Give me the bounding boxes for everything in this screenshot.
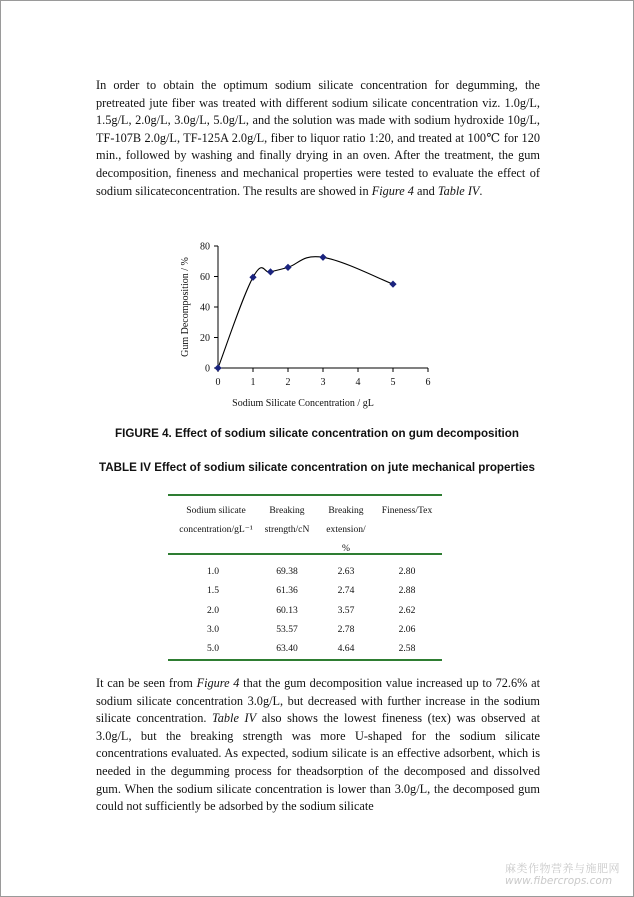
mechanical-properties-table <box>168 494 442 661</box>
cell-concentration: 2.0 <box>207 605 219 616</box>
cell-fineness: 2.80 <box>398 566 416 577</box>
header-line: Sodium silicate <box>186 505 246 516</box>
figure-4-reference: Figure 4 <box>371 183 414 198</box>
x-tick-label: 1 <box>250 377 256 388</box>
intro-text-1: In order to obtain the optimum sodium silicate concentration for degumming, the pretreated jute fiber was treated with different sodium silicate concentration viz. 1.0g/L, 1.5g/L, 2.0g/L, 3.0g/L, 5.0g/L, and the solution was made with sodium hydroxide 10g/L, TF-107B 2.0g/L, TF-125A 2.0g/L, fiber to liquor ratio 1:20, and treated at 100℃ for 120 min., followed by washing and finally drying in an oven. After the treatment, the gum decomposition, fineness and mechanical properties were tested to evaluate the effect of sodium silicateconcentration. The results are showed in <box>96 78 540 198</box>
data-point <box>390 281 396 287</box>
y-tick-label: 0 <box>205 363 210 375</box>
table-row <box>168 566 442 580</box>
cell-concentration: 5.0 <box>207 643 219 654</box>
cell-extension: 2.78 <box>337 624 355 635</box>
intro-text-3: . <box>479 183 483 198</box>
table-row <box>168 605 442 619</box>
discussion-text-2: that the gum decomposition value increased up to 72.6% at sodium silicate concentration 3.0g/L, but decreased with further increase in the sodium silicate concentration. <box>96 676 540 726</box>
x-tick-label: 2 <box>285 377 291 388</box>
cell-concentration: 1.0 <box>207 566 219 577</box>
header-fineness <box>374 501 440 520</box>
watermark-url: www.fibercrops.com <box>505 875 613 887</box>
watermark-chinese: 麻类作物营养与施肥网 <box>505 862 620 875</box>
chart-ticks <box>200 242 431 389</box>
x-tick-label: 5 <box>390 377 396 388</box>
gum-decomposition-chart <box>178 238 448 416</box>
cell-extension: 2.74 <box>337 585 355 596</box>
cell-fineness: 2.62 <box>398 605 416 616</box>
header-line: Fineness/Tex <box>381 505 433 516</box>
x-axis-label: Sodium Silicate Concentration / gL <box>232 398 374 409</box>
data-point <box>267 269 273 275</box>
cell-strength: 69.38 <box>276 566 298 577</box>
table-row <box>168 643 442 657</box>
cell-concentration: 1.5 <box>207 585 219 596</box>
y-tick-label: 60 <box>200 272 210 283</box>
x-tick-label: 6 <box>425 377 431 388</box>
cell-extension: 4.64 <box>337 643 355 654</box>
cell-strength: 60.13 <box>276 605 298 616</box>
discussion-text-3: also shows the lowest fineness (tex) was observed at 3.0g/L, but the breaking strength was more U-shaped for the sodium silicate concentrations evaluated. As expected, sodium silicate is an effective adsorbent, which is needed in the degumming process for theadsorption of the decomposed and dissolved gum. When the sodium silicate concentration is lower than 3.0g/L, the decomposed gum could not sufficiently be adsorbed by the sodium silicate <box>96 711 541 814</box>
cell-extension: 3.57 <box>337 605 355 616</box>
chart-axes <box>218 246 428 368</box>
header-breaking-strength <box>254 501 320 539</box>
header-line: concentration/gL⁻¹ <box>179 524 253 535</box>
site-watermark <box>505 862 620 888</box>
series-line <box>218 257 393 368</box>
y-tick-label: 20 <box>200 333 210 344</box>
discussion-text-1: It can be seen from <box>96 676 197 690</box>
header-line: strength/cN <box>264 524 310 535</box>
intro-paragraph <box>96 77 540 200</box>
intro-text-2: and <box>413 183 438 198</box>
series-points <box>215 254 396 371</box>
data-point <box>285 264 291 270</box>
data-point <box>320 254 326 260</box>
cell-strength: 53.57 <box>276 624 298 635</box>
table-row <box>168 624 442 638</box>
header-concentration <box>168 501 264 539</box>
header-line: Breaking <box>328 505 364 516</box>
table-row <box>168 585 442 599</box>
cell-concentration: 3.0 <box>207 624 219 635</box>
x-tick-label: 0 <box>215 377 221 388</box>
cell-fineness: 2.88 <box>398 585 416 596</box>
header-line: % <box>342 543 350 554</box>
cell-fineness: 2.58 <box>398 643 416 654</box>
y-axis-label: Gum Decomposition / % <box>180 257 191 357</box>
table-caption: TABLE IV Effect of sodium silicate concentration on jute mechanical properties <box>99 461 535 474</box>
data-point <box>215 365 221 371</box>
table-header <box>168 496 442 555</box>
y-tick-label: 80 <box>200 241 210 253</box>
cell-strength: 63.40 <box>276 643 298 654</box>
header-breaking-extension <box>316 501 376 558</box>
header-line: Breaking <box>269 505 305 516</box>
cell-strength: 61.36 <box>276 585 298 596</box>
y-tick-label: 40 <box>200 302 210 314</box>
x-tick-label: 4 <box>355 377 361 388</box>
header-line: extension/ <box>326 524 366 535</box>
figure-caption: FIGURE 4. Effect of sodium silicate concentration on gum decomposition <box>115 427 519 440</box>
table-iv-reference: Table IV <box>212 711 257 726</box>
figure-4-reference: Figure 4 <box>196 676 240 690</box>
cell-extension: 2.63 <box>337 566 355 577</box>
data-point <box>250 274 256 280</box>
table-iv-reference: Table IV <box>437 183 480 198</box>
discussion-paragraph <box>96 675 540 816</box>
cell-fineness: 2.06 <box>398 624 416 635</box>
table-body <box>168 555 442 659</box>
x-tick-label: 3 <box>320 377 326 388</box>
